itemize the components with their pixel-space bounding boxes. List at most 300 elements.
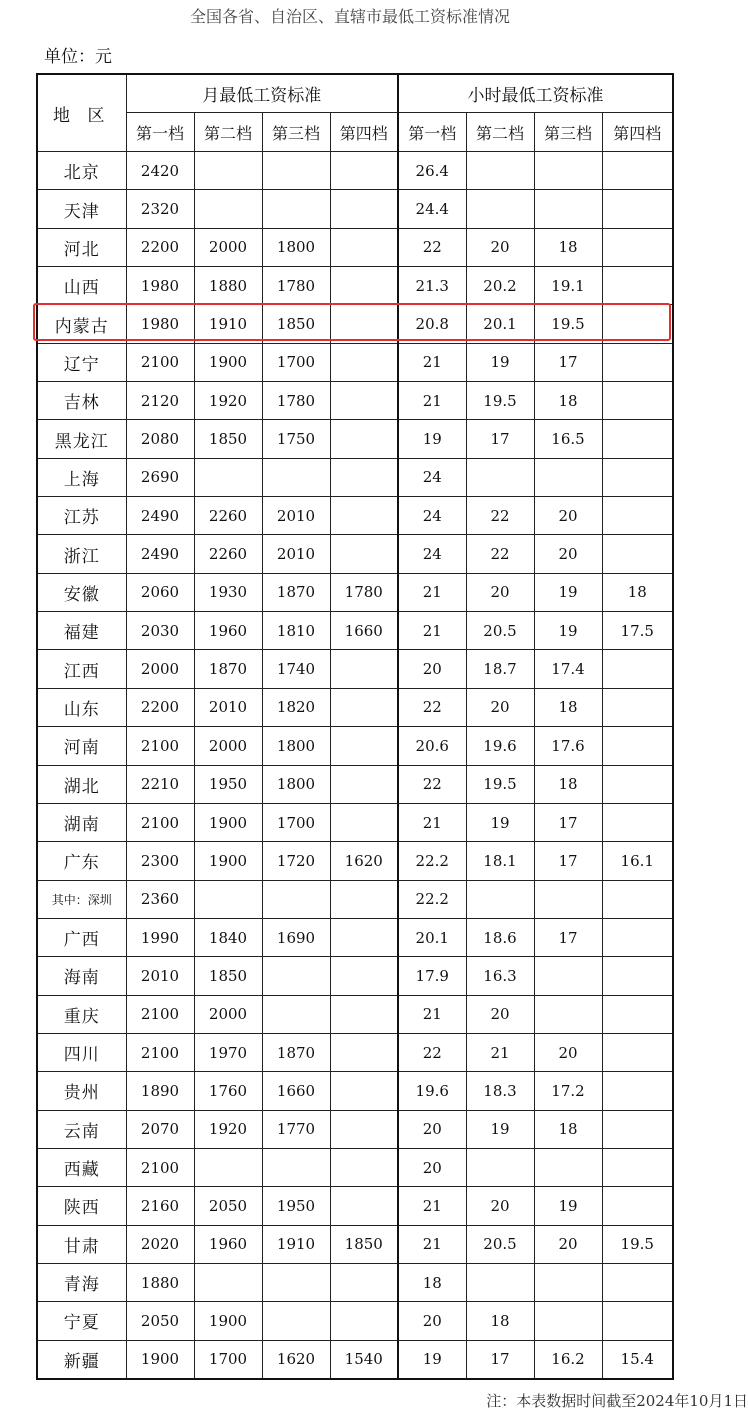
monthly-tier-2-cell: 1930	[194, 573, 262, 611]
hourly-tier-2-cell: 19.6	[466, 727, 534, 765]
monthly-tier-3-cell	[262, 880, 330, 918]
table-row	[37, 190, 673, 228]
monthly-tier-4-cell	[330, 650, 398, 688]
monthly-tier-1-cell: 2210	[126, 765, 194, 803]
hourly-tier-1-cell: 20	[398, 650, 466, 688]
monthly-tier-3-cell: 1700	[262, 343, 330, 381]
hourly-tier-4-cell	[602, 1148, 673, 1186]
region-cell: 上海	[37, 458, 126, 496]
header-monthly-tier-2: 第二档	[194, 113, 262, 152]
table-row	[37, 650, 673, 688]
monthly-tier-4-cell: 1780	[330, 573, 398, 611]
hourly-tier-1-cell: 24	[398, 458, 466, 496]
hourly-tier-4-cell	[602, 688, 673, 726]
header-monthly-tier-4: 第四档	[330, 113, 398, 152]
monthly-tier-1-cell: 1990	[126, 918, 194, 956]
table-row	[37, 535, 673, 573]
monthly-tier-4-cell	[330, 343, 398, 381]
monthly-tier-2-cell: 1950	[194, 765, 262, 803]
hourly-tier-3-cell: 19	[534, 1187, 602, 1225]
monthly-tier-3-cell: 1780	[262, 382, 330, 420]
table-row	[37, 420, 673, 458]
hourly-tier-4-cell	[602, 190, 673, 228]
monthly-tier-3-cell	[262, 995, 330, 1033]
hourly-tier-4-cell: 19.5	[602, 1225, 673, 1263]
hourly-tier-2-cell: 20	[466, 573, 534, 611]
hourly-tier-2-cell: 19	[466, 1110, 534, 1148]
monthly-tier-4-cell	[330, 1263, 398, 1301]
monthly-tier-1-cell: 1980	[126, 267, 194, 305]
hourly-tier-4-cell	[602, 420, 673, 458]
table-row	[37, 1263, 673, 1301]
hourly-tier-4-cell	[602, 458, 673, 496]
region-cell: 内蒙古	[37, 305, 126, 343]
hourly-tier-4-cell	[602, 152, 673, 190]
monthly-tier-2-cell: 1850	[194, 957, 262, 995]
region-cell: 江西	[37, 650, 126, 688]
monthly-tier-4-cell	[330, 995, 398, 1033]
hourly-tier-2-cell: 18.1	[466, 842, 534, 880]
footnote: 注：本表数据时间截至2024年10月1日	[486, 1392, 748, 1410]
monthly-tier-1-cell: 2100	[126, 727, 194, 765]
hourly-tier-1-cell: 21	[398, 343, 466, 381]
hourly-tier-1-cell: 21	[398, 803, 466, 841]
monthly-tier-3-cell	[262, 458, 330, 496]
monthly-tier-4-cell	[330, 803, 398, 841]
region-cell: 河北	[37, 228, 126, 266]
hourly-tier-3-cell: 17.2	[534, 1072, 602, 1110]
monthly-tier-3-cell: 1950	[262, 1187, 330, 1225]
monthly-tier-2-cell: 1960	[194, 612, 262, 650]
hourly-tier-1-cell: 18	[398, 1263, 466, 1301]
table-row	[37, 842, 673, 880]
monthly-tier-3-cell: 1720	[262, 842, 330, 880]
table-row	[37, 1072, 673, 1110]
monthly-tier-1-cell: 2030	[126, 612, 194, 650]
table-row	[37, 1033, 673, 1071]
region-cell: 重庆	[37, 995, 126, 1033]
hourly-tier-1-cell: 22.2	[398, 880, 466, 918]
hourly-tier-4-cell	[602, 228, 673, 266]
monthly-tier-4-cell	[330, 267, 398, 305]
hourly-tier-1-cell: 19.6	[398, 1072, 466, 1110]
table-row	[37, 1110, 673, 1148]
hourly-tier-4-cell	[602, 343, 673, 381]
monthly-tier-3-cell	[262, 1302, 330, 1340]
hourly-tier-3-cell: 17.4	[534, 650, 602, 688]
hourly-tier-3-cell: 20	[534, 1033, 602, 1071]
region-cell: 西藏	[37, 1148, 126, 1186]
header-monthly-tier-3: 第三档	[262, 113, 330, 152]
hourly-tier-4-cell	[602, 727, 673, 765]
table-row	[37, 995, 673, 1033]
hourly-tier-2-cell: 20.5	[466, 1225, 534, 1263]
hourly-tier-4-cell	[602, 803, 673, 841]
header-hourly-tier-3: 第三档	[534, 113, 602, 152]
hourly-tier-1-cell: 24	[398, 535, 466, 573]
region-cell: 山西	[37, 267, 126, 305]
monthly-tier-4-cell	[330, 1302, 398, 1340]
hourly-tier-3-cell	[534, 190, 602, 228]
hourly-tier-1-cell: 19	[398, 1340, 466, 1379]
header-monthly-tier-1: 第一档	[126, 113, 194, 152]
monthly-tier-4-cell	[330, 918, 398, 956]
monthly-tier-3-cell: 1690	[262, 918, 330, 956]
page-title: 全国各省、自治区、直辖市最低工资标准情况	[189, 7, 510, 26]
hourly-tier-4-cell	[602, 765, 673, 803]
hourly-tier-3-cell: 20	[534, 535, 602, 573]
table-row	[37, 1148, 673, 1186]
hourly-tier-4-cell	[602, 995, 673, 1033]
hourly-tier-4-cell	[602, 1072, 673, 1110]
monthly-tier-1-cell: 2320	[126, 190, 194, 228]
hourly-tier-2-cell	[466, 1148, 534, 1186]
monthly-tier-1-cell: 1880	[126, 1263, 194, 1301]
monthly-tier-2-cell: 1920	[194, 382, 262, 420]
hourly-tier-1-cell: 17.9	[398, 957, 466, 995]
monthly-tier-4-cell	[330, 1148, 398, 1186]
monthly-tier-4-cell	[330, 420, 398, 458]
hourly-tier-2-cell	[466, 458, 534, 496]
monthly-tier-1-cell: 2490	[126, 497, 194, 535]
hourly-tier-2-cell: 17	[466, 1340, 534, 1379]
monthly-tier-4-cell	[330, 228, 398, 266]
hourly-tier-1-cell: 20.8	[398, 305, 466, 343]
hourly-tier-4-cell	[602, 1187, 673, 1225]
monthly-tier-4-cell	[330, 305, 398, 343]
monthly-tier-1-cell: 2100	[126, 1033, 194, 1071]
hourly-tier-1-cell: 21	[398, 1225, 466, 1263]
hourly-tier-4-cell	[602, 1033, 673, 1071]
hourly-tier-3-cell: 17.6	[534, 727, 602, 765]
monthly-tier-3-cell: 2010	[262, 497, 330, 535]
hourly-tier-1-cell: 20.6	[398, 727, 466, 765]
region-cell: 甘肃	[37, 1225, 126, 1263]
monthly-tier-3-cell	[262, 152, 330, 190]
hourly-tier-3-cell: 20	[534, 1225, 602, 1263]
hourly-tier-4-cell	[602, 1263, 673, 1301]
header-row-groups	[37, 74, 673, 113]
monthly-tier-2-cell	[194, 190, 262, 228]
monthly-tier-4-cell	[330, 190, 398, 228]
hourly-tier-3-cell: 17	[534, 842, 602, 880]
region-cell: 黑龙江	[37, 420, 126, 458]
monthly-tier-2-cell: 2260	[194, 497, 262, 535]
hourly-tier-2-cell: 22	[466, 535, 534, 573]
hourly-tier-1-cell: 22	[398, 688, 466, 726]
hourly-tier-3-cell: 19.5	[534, 305, 602, 343]
monthly-tier-4-cell	[330, 382, 398, 420]
monthly-tier-2-cell: 1840	[194, 918, 262, 956]
hourly-tier-1-cell: 21	[398, 995, 466, 1033]
hourly-tier-1-cell: 19	[398, 420, 466, 458]
hourly-tier-1-cell: 21	[398, 573, 466, 611]
region-cell: 湖南	[37, 803, 126, 841]
hourly-tier-1-cell: 21.3	[398, 267, 466, 305]
table-row	[37, 918, 673, 956]
monthly-tier-3-cell: 1740	[262, 650, 330, 688]
region-cell: 天津	[37, 190, 126, 228]
monthly-tier-1-cell: 2690	[126, 458, 194, 496]
monthly-tier-3-cell: 1850	[262, 305, 330, 343]
monthly-tier-3-cell: 1780	[262, 267, 330, 305]
region-cell: 贵州	[37, 1072, 126, 1110]
hourly-tier-2-cell: 20.2	[466, 267, 534, 305]
hourly-tier-2-cell: 20	[466, 688, 534, 726]
region-cell: 广西	[37, 918, 126, 956]
monthly-tier-4-cell	[330, 1187, 398, 1225]
hourly-tier-4-cell: 16.1	[602, 842, 673, 880]
monthly-tier-3-cell: 1910	[262, 1225, 330, 1263]
hourly-tier-3-cell: 18	[534, 765, 602, 803]
monthly-tier-1-cell: 2420	[126, 152, 194, 190]
monthly-tier-1-cell: 2050	[126, 1302, 194, 1340]
table-row	[37, 343, 673, 381]
monthly-tier-3-cell: 1700	[262, 803, 330, 841]
monthly-tier-2-cell: 2000	[194, 727, 262, 765]
header-hourly-tier-1: 第一档	[398, 113, 466, 152]
hourly-tier-2-cell: 20	[466, 995, 534, 1033]
monthly-tier-4-cell: 1850	[330, 1225, 398, 1263]
monthly-tier-3-cell: 1620	[262, 1340, 330, 1379]
monthly-tier-3-cell	[262, 1148, 330, 1186]
hourly-tier-3-cell: 19	[534, 612, 602, 650]
hourly-tier-3-cell: 19.1	[534, 267, 602, 305]
monthly-tier-3-cell: 1870	[262, 573, 330, 611]
table-row	[37, 228, 673, 266]
region-cell: 福建	[37, 612, 126, 650]
monthly-tier-3-cell: 1800	[262, 228, 330, 266]
hourly-tier-2-cell: 19.5	[466, 382, 534, 420]
monthly-tier-2-cell: 1700	[194, 1340, 262, 1379]
hourly-tier-3-cell: 18	[534, 228, 602, 266]
hourly-tier-2-cell: 19	[466, 343, 534, 381]
monthly-tier-2-cell	[194, 152, 262, 190]
monthly-tier-4-cell: 1540	[330, 1340, 398, 1379]
monthly-tier-3-cell	[262, 1263, 330, 1301]
hourly-tier-4-cell	[602, 957, 673, 995]
region-cell: 河南	[37, 727, 126, 765]
hourly-tier-1-cell: 21	[398, 612, 466, 650]
region-cell: 浙江	[37, 535, 126, 573]
monthly-tier-2-cell: 1760	[194, 1072, 262, 1110]
region-cell: 辽宁	[37, 343, 126, 381]
monthly-tier-3-cell: 1770	[262, 1110, 330, 1148]
hourly-tier-1-cell: 24	[398, 497, 466, 535]
monthly-tier-2-cell	[194, 1148, 262, 1186]
header-hourly-tier-4: 第四档	[602, 113, 673, 152]
monthly-tier-4-cell	[330, 1033, 398, 1071]
hourly-tier-4-cell	[602, 880, 673, 918]
hourly-tier-4-cell	[602, 305, 673, 343]
monthly-tier-2-cell: 1850	[194, 420, 262, 458]
hourly-tier-2-cell: 18.3	[466, 1072, 534, 1110]
hourly-tier-1-cell: 22	[398, 1033, 466, 1071]
monthly-tier-3-cell: 1820	[262, 688, 330, 726]
hourly-tier-2-cell	[466, 152, 534, 190]
hourly-tier-2-cell: 19.5	[466, 765, 534, 803]
monthly-tier-1-cell: 1980	[126, 305, 194, 343]
hourly-tier-2-cell: 20	[466, 228, 534, 266]
region-cell: 其中：深圳	[37, 880, 126, 918]
monthly-tier-2-cell: 2000	[194, 995, 262, 1033]
monthly-tier-1-cell: 2100	[126, 803, 194, 841]
monthly-tier-4-cell	[330, 535, 398, 573]
monthly-tier-1-cell: 2160	[126, 1187, 194, 1225]
monthly-tier-2-cell: 2260	[194, 535, 262, 573]
monthly-tier-1-cell: 2100	[126, 343, 194, 381]
hourly-tier-1-cell: 26.4	[398, 152, 466, 190]
header-region: 地 区	[37, 74, 126, 152]
monthly-tier-4-cell	[330, 1072, 398, 1110]
table-row	[37, 497, 673, 535]
hourly-tier-3-cell	[534, 1263, 602, 1301]
monthly-tier-2-cell: 1880	[194, 267, 262, 305]
region-cell: 新疆	[37, 1340, 126, 1379]
hourly-tier-2-cell: 22	[466, 497, 534, 535]
hourly-tier-4-cell	[602, 382, 673, 420]
hourly-tier-3-cell: 17	[534, 343, 602, 381]
monthly-tier-2-cell: 1910	[194, 305, 262, 343]
hourly-tier-2-cell: 19	[466, 803, 534, 841]
hourly-tier-2-cell	[466, 880, 534, 918]
hourly-tier-4-cell	[602, 497, 673, 535]
monthly-tier-1-cell: 1890	[126, 1072, 194, 1110]
hourly-tier-4-cell: 17.5	[602, 612, 673, 650]
hourly-tier-3-cell: 16.2	[534, 1340, 602, 1379]
hourly-tier-3-cell: 17	[534, 918, 602, 956]
monthly-tier-4-cell	[330, 957, 398, 995]
min-wage-table	[36, 73, 674, 1380]
monthly-tier-3-cell: 1810	[262, 612, 330, 650]
monthly-tier-2-cell: 2000	[194, 228, 262, 266]
table-row	[37, 1225, 673, 1263]
hourly-tier-2-cell: 18.6	[466, 918, 534, 956]
hourly-tier-1-cell: 24.4	[398, 190, 466, 228]
monthly-tier-3-cell: 1750	[262, 420, 330, 458]
monthly-tier-4-cell: 1660	[330, 612, 398, 650]
monthly-tier-4-cell	[330, 727, 398, 765]
table-row	[37, 458, 673, 496]
region-cell: 海南	[37, 957, 126, 995]
table-row	[37, 727, 673, 765]
monthly-tier-2-cell: 1900	[194, 343, 262, 381]
table-row	[37, 688, 673, 726]
hourly-tier-4-cell	[602, 918, 673, 956]
hourly-tier-2-cell: 20.5	[466, 612, 534, 650]
table-row	[37, 305, 673, 343]
monthly-tier-2-cell	[194, 1263, 262, 1301]
hourly-tier-3-cell: 19	[534, 573, 602, 611]
monthly-tier-2-cell: 1960	[194, 1225, 262, 1263]
hourly-tier-2-cell: 16.3	[466, 957, 534, 995]
hourly-tier-1-cell: 20	[398, 1110, 466, 1148]
monthly-tier-3-cell	[262, 957, 330, 995]
hourly-tier-2-cell	[466, 190, 534, 228]
monthly-tier-3-cell: 1870	[262, 1033, 330, 1071]
monthly-tier-4-cell: 1620	[330, 842, 398, 880]
hourly-tier-4-cell	[602, 1302, 673, 1340]
hourly-tier-2-cell: 18	[466, 1302, 534, 1340]
monthly-tier-2-cell: 1900	[194, 1302, 262, 1340]
hourly-tier-3-cell	[534, 995, 602, 1033]
monthly-tier-4-cell	[330, 880, 398, 918]
hourly-tier-3-cell	[534, 957, 602, 995]
table-row	[37, 612, 673, 650]
hourly-tier-2-cell: 21	[466, 1033, 534, 1071]
hourly-tier-3-cell	[534, 1302, 602, 1340]
hourly-tier-4-cell	[602, 267, 673, 305]
monthly-tier-4-cell	[330, 152, 398, 190]
header-hourly-tier-2: 第二档	[466, 113, 534, 152]
hourly-tier-3-cell: 16.5	[534, 420, 602, 458]
hourly-tier-1-cell: 21	[398, 382, 466, 420]
hourly-tier-3-cell	[534, 458, 602, 496]
monthly-tier-1-cell: 2360	[126, 880, 194, 918]
region-cell: 北京	[37, 152, 126, 190]
monthly-tier-2-cell: 1900	[194, 842, 262, 880]
region-cell: 云南	[37, 1110, 126, 1148]
monthly-tier-1-cell: 2100	[126, 995, 194, 1033]
monthly-tier-1-cell: 2060	[126, 573, 194, 611]
hourly-tier-3-cell: 17	[534, 803, 602, 841]
monthly-tier-3-cell	[262, 190, 330, 228]
hourly-tier-1-cell: 21	[398, 1187, 466, 1225]
hourly-tier-4-cell: 15.4	[602, 1340, 673, 1379]
hourly-tier-1-cell: 20	[398, 1302, 466, 1340]
table-row	[37, 267, 673, 305]
monthly-tier-4-cell	[330, 497, 398, 535]
monthly-tier-2-cell: 1870	[194, 650, 262, 688]
monthly-tier-2-cell: 1900	[194, 803, 262, 841]
hourly-tier-3-cell: 18	[534, 1110, 602, 1148]
hourly-tier-3-cell: 18	[534, 382, 602, 420]
hourly-tier-4-cell	[602, 535, 673, 573]
monthly-tier-4-cell	[330, 458, 398, 496]
hourly-tier-2-cell: 18.7	[466, 650, 534, 688]
region-cell: 广东	[37, 842, 126, 880]
monthly-tier-2-cell: 2050	[194, 1187, 262, 1225]
monthly-tier-1-cell: 2020	[126, 1225, 194, 1263]
region-cell: 江苏	[37, 497, 126, 535]
region-cell: 青海	[37, 1263, 126, 1301]
table-row	[37, 1187, 673, 1225]
region-cell: 山东	[37, 688, 126, 726]
hourly-tier-4-cell: 18	[602, 573, 673, 611]
region-cell: 湖北	[37, 765, 126, 803]
hourly-tier-4-cell	[602, 1110, 673, 1148]
region-cell: 宁夏	[37, 1302, 126, 1340]
table-row	[37, 803, 673, 841]
hourly-tier-1-cell: 22	[398, 228, 466, 266]
region-cell: 安徽	[37, 573, 126, 611]
table-row	[37, 765, 673, 803]
monthly-tier-1-cell: 2200	[126, 228, 194, 266]
hourly-tier-4-cell	[602, 650, 673, 688]
monthly-tier-1-cell: 1900	[126, 1340, 194, 1379]
monthly-tier-3-cell: 2010	[262, 535, 330, 573]
monthly-tier-4-cell	[330, 1110, 398, 1148]
monthly-tier-1-cell: 2200	[126, 688, 194, 726]
hourly-tier-3-cell	[534, 152, 602, 190]
table-row	[37, 880, 673, 918]
hourly-tier-3-cell	[534, 1148, 602, 1186]
monthly-tier-2-cell: 2010	[194, 688, 262, 726]
hourly-tier-1-cell: 20.1	[398, 918, 466, 956]
monthly-tier-1-cell: 2010	[126, 957, 194, 995]
monthly-tier-3-cell: 1660	[262, 1072, 330, 1110]
monthly-tier-2-cell	[194, 458, 262, 496]
